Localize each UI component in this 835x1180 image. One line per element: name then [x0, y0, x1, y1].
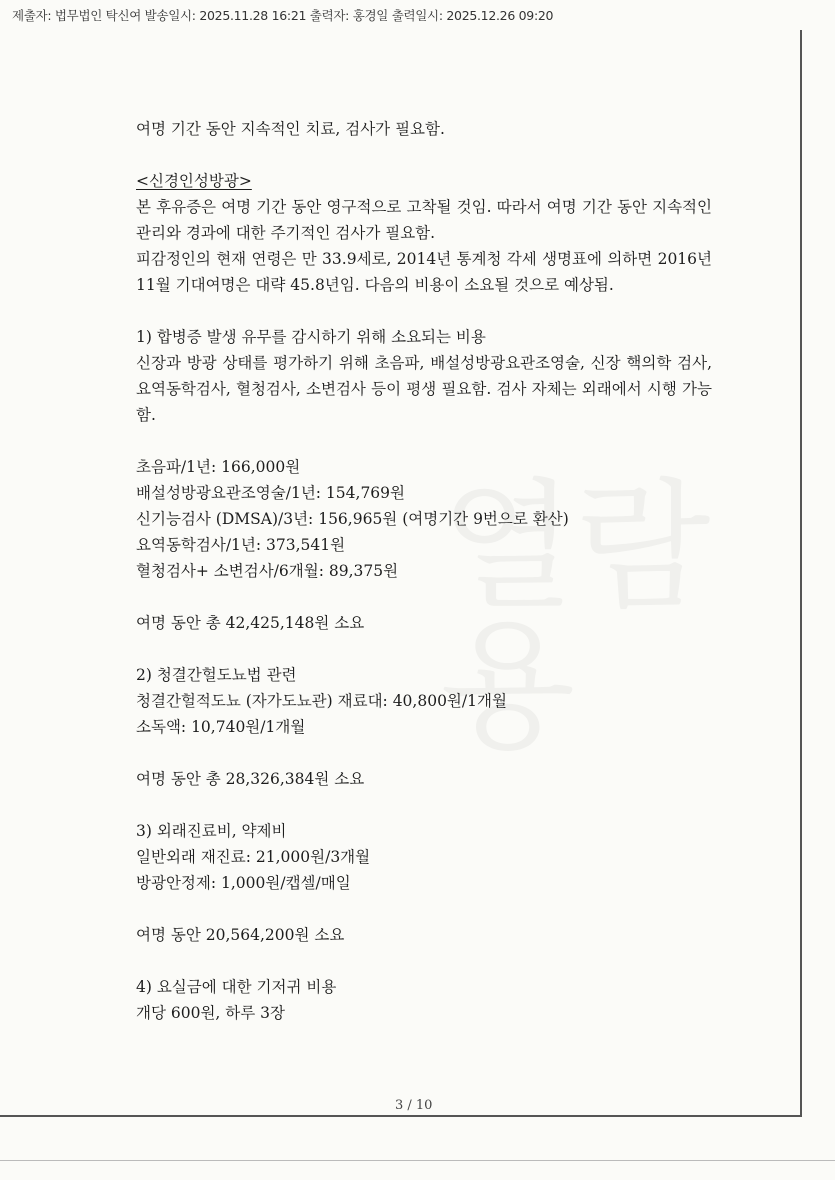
cost-item: 청결간헐적도뇨 (자가도뇨관) 재료대: 40,800원/1개월: [136, 692, 507, 710]
cost-item: 일반외래 재진료: 21,000원/3개월: [136, 848, 371, 866]
section-2-total: 여명 동안 총 28,326,384원 소요: [136, 770, 365, 788]
cost-item: 신기능검사 (DMSA)/3년: 156,965원 (여명기간 9번으로 환산): [136, 510, 569, 528]
cost-item: 초음파/1년: 166,000원: [136, 458, 301, 476]
bottom-divider: [0, 1160, 835, 1161]
section-3-total: 여명 동안 20,564,200원 소요: [136, 926, 345, 944]
document-body: [136, 116, 712, 1026]
section-4-heading: 4) 요실금에 대한 기저귀 비용: [136, 978, 337, 996]
section-3-heading: 3) 외래진료비, 약제비: [136, 822, 287, 840]
cost-item: 배설성방광요관조영술/1년: 154,769원: [136, 484, 406, 502]
section-1-heading: 1) 합병증 발생 유무를 감시하기 위해 소요되는 비용: [136, 328, 486, 346]
paragraph-continuation: 여명 기간 동안 지속적인 치료, 검사가 필요함.: [136, 120, 445, 138]
cost-item: 방광안정제: 1,000원/캡셀/매일: [136, 874, 351, 892]
cost-item: 소독액: 10,740원/1개월: [136, 718, 306, 736]
document-header: 제출자: 법무법인 탁신여 발송일시: 2025.11.28 16:21 출력자: 홍경일 출력일시: 2025.12.26 09:20: [12, 8, 554, 23]
page-number: 3 / 10: [395, 1098, 433, 1113]
cost-item: 혈청검사+ 소변검사/6개월: 89,375원: [136, 562, 399, 580]
paragraph-sequelae: 본 후유증은 여명 기간 동안 영구적으로 고착될 것임. 따라서 여명 기간 동안 지속적인 관리와 경과에 대한 주기적인 검사가 필요함.: [136, 198, 712, 242]
paragraph-life-expectancy: 피감정인의 현재 연령은 만 33.9세로, 2014년 통계청 각세 생명표에 의하면 2016년 11월 기대여명은 대략 45.8년임. 다음의 비용이 소요될 것으로 예상됨.: [136, 250, 712, 294]
cost-item: 요역동학검사/1년: 373,541원: [136, 536, 346, 554]
cost-item: 개당 600원, 하루 3장: [136, 1004, 285, 1022]
section-title: <신경인성방광>: [136, 172, 252, 190]
section-1-total: 여명 동안 총 42,425,148원 소요: [136, 614, 365, 632]
section-2-heading: 2) 청결간헐도뇨법 관련: [136, 666, 297, 684]
section-1-description: 신장과 방광 상태를 평가하기 위해 초음파, 배설성방광요관조영술, 신장 핵의학 검사, 요역동학검사, 혈청검사, 소변검사 등이 평생 필요함. 검사 자체는 외래에서 시행 가능함.: [136, 354, 712, 424]
